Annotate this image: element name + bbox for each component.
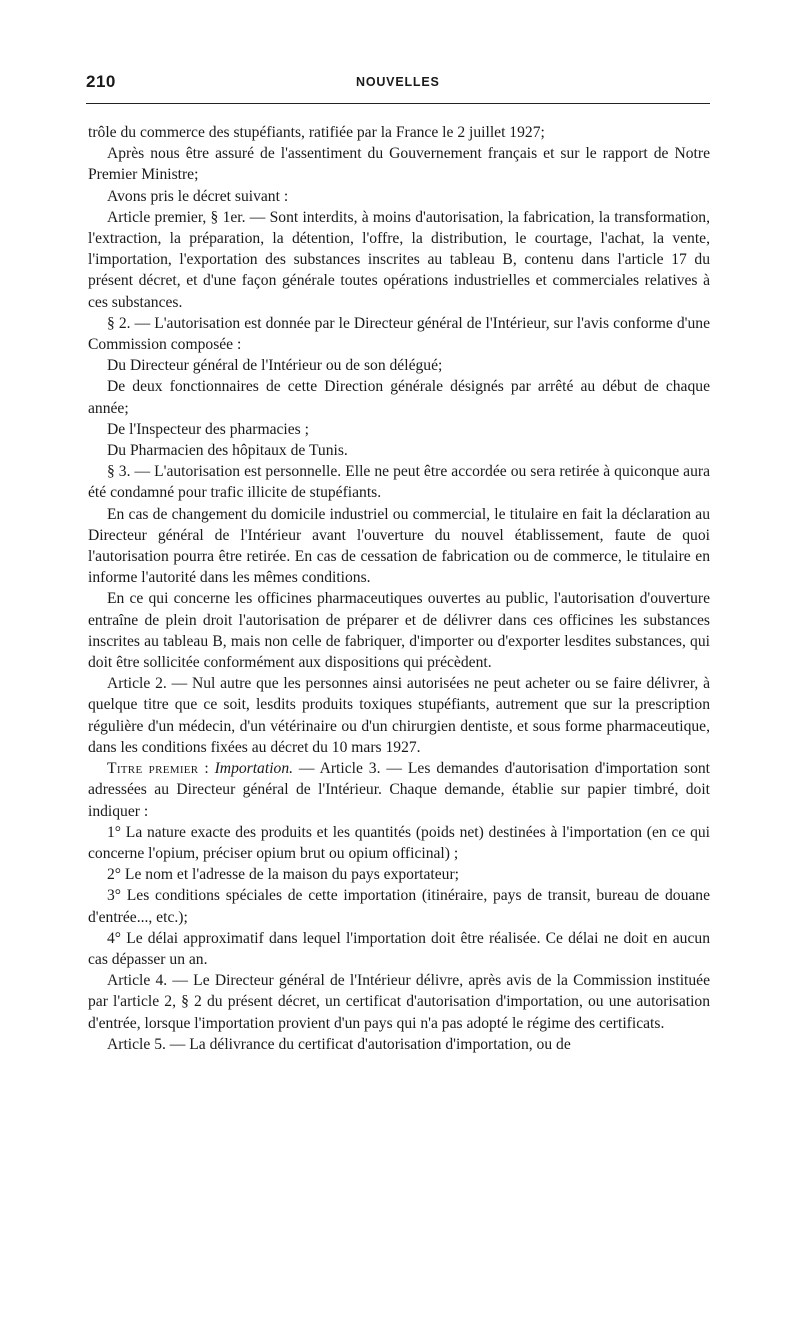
paragraph-section-3: § 3. — L'autorisation est personnelle. Elle ne peut être accordée ou sera retirée à quiconque aura été condamné pour trafic illicite de stupéfiants. <box>88 463 710 502</box>
list-item: 4° Le délai approximatif dans lequel l'importation doit être réalisée. Ce délai ne doit en aucun cas dépasser un an. <box>88 929 710 968</box>
commission-member: Du Pharmacien des hôpitaux de Tunis. <box>107 442 348 460</box>
paragraph-continuation: trôle du commerce des stupéfiants, ratifiée par la France le 2 juillet 1927; <box>88 124 545 141</box>
body-text <box>88 122 710 1055</box>
commission-member: De l'Inspecteur des pharmacies ; <box>107 420 309 438</box>
commission-member: De deux fonctionnaires de cette Direction générale désignés par arrêté au début de chaque année; <box>88 378 710 417</box>
page-number: 210 <box>86 72 116 91</box>
paragraph: En ce qui concerne les officines pharmaceutiques ouvertes au public, l'autorisation d'ouverture entraîne de plein droit l'autorisation de préparer et de délivrer dans ces officines les substances inscrites au tableau B, mais non celle de fabriquer, d'importer ou d'exporter lesdites substances, qui doit être sollicitée conformément aux dispositions qui précèdent. <box>88 590 710 672</box>
running-title: NOUVELLES <box>356 75 440 89</box>
titre-premier-separator: : <box>198 760 215 778</box>
header-rule <box>86 103 710 104</box>
titre-premier-paragraph <box>88 758 710 822</box>
paragraph: En cas de changement du domicile industriel ou commercial, le titulaire en fait la déclaration au Directeur général de l'Intérieur avant l'ouverture du nouvel établissement, faute de quoi l'autorisation pourra être retirée. En cas de cessation de fabrication ou de commerce, le titulaire en informe l'autorité dans les mêmes conditions. <box>88 505 710 587</box>
list-item: 1° La nature exacte des produits et les quantités (poids net) destinées à l'importation (en ce qui concerne l'opium, préciser opium brut ou opium officinal) ; <box>88 823 710 862</box>
article-2: Article 2. — Nul autre que les personnes ainsi autorisées ne peut acheter ou se faire délivrer, à quelque titre que ce soit, lesdits produits toxiques stupéfiants, autrement que sur la prescription régulière d'un médecin, d'un vétérinaire ou d'un chirurgien dentiste, et sous forme pharmaceutique, dans les conditions fixées au décret du 10 mars 1927. <box>88 675 710 756</box>
paragraph: Avons pris le décret suivant : <box>107 187 289 205</box>
paragraph: Après nous être assuré de l'assentiment du Gouvernement français et sur le rapport de Notre Premier Ministre; <box>88 145 710 184</box>
titre-premier-label: Titre premier <box>107 760 199 778</box>
page-header <box>86 72 710 96</box>
article-5: Article 5. — La délivrance du certificat d'autorisation d'importation, ou de <box>107 1035 571 1053</box>
article-premier: Article premier, § 1er. — Sont interdits, à moins d'autorisation, la fabrication, la transformation, l'extraction, la préparation, la détention, l'offre, la distribution, le courtage, l'achat, la vente, l'importation, l'exportation des substances inscrites au tableau B, contenu dans l'article 17 du présent décret, et d'une façon générale toutes opérations industrielles et commerciales relatives à ces substances. <box>88 208 710 311</box>
article-4: Article 4. — Le Directeur général de l'Intérieur délivre, après avis de la Commission instituée par l'article 2, § 2 du présent décret, un certificat d'autorisation d'importation, ou une autorisation d'entrée, lorsque l'importation provient d'un pays qui n'a pas adopté le régime des certificats. <box>88 972 710 1032</box>
paragraph-section-2: § 2. — L'autorisation est donnée par le Directeur général de l'Intérieur, sur l'avis conforme d'une Commission composée : <box>88 314 710 354</box>
list-item: 2° Le nom et l'adresse de la maison du pays exportateur; <box>107 866 460 884</box>
list-item: 3° Les conditions spéciales de cette importation (itinéraire, pays de transit, bureau de douane d'entrée..., etc.); <box>88 887 710 926</box>
commission-member: Du Directeur général de l'Intérieur ou de son délégué; <box>107 357 443 375</box>
titre-premier-text: — Article 3. — Les demandes d'autorisation d'importation sont adressées au Directeur général de l'Intérieur. Chaque demande, établie sur papier timbré, doit indiquer : <box>88 760 710 820</box>
titre-premier-heading: Importation. <box>214 760 294 778</box>
